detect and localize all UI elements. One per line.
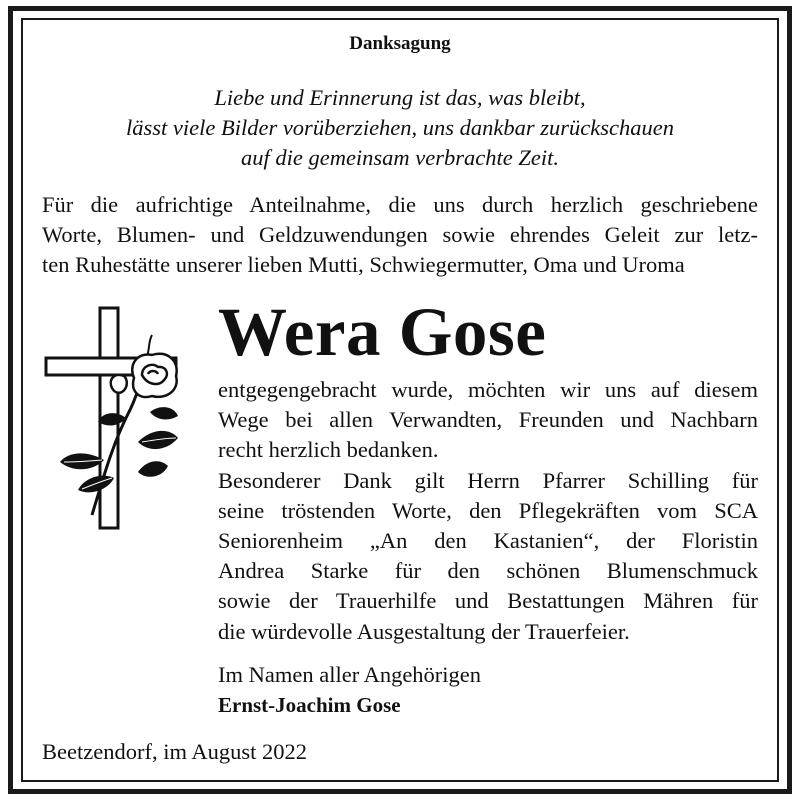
intro-line: Für die aufrichtige Anteilnahme, die uns durch herzlich geschriebene [42,192,758,217]
body-line: sowie der Trauerhilfe und Bestattungen Mähren für [218,588,758,614]
intro-line: Worte, Blumen- und Geldzuwendungen sowie ehrendes Geleit zur letz- [42,222,758,247]
signer-name: Ernst-Joachim Gose [218,693,401,717]
body-line: seine tröstenden Worte, den Pflegekräften vom SCA [218,497,758,523]
motto-verse [0,83,800,173]
body-line: Seniorenheim „An den Kastanien“, der Floristin [218,528,758,554]
intro-line: ten Ruhestätte unserer lieben Mutti, Schwiegermutter, Oma und Uroma [42,252,685,277]
body-line: die würdevolle Ausgestaltung der Trauerfeier. [218,618,630,644]
body-line: entgegengebracht wurde, möchten wir uns auf diesem [218,377,758,402]
body-line: Besonderer Dank gilt Herrn Pfarrer Schilling für [218,467,758,493]
motto-line: Liebe und Erinnerung ist das, was bleibt, [214,85,586,110]
body-line: Andrea Starke für den schönen Blumenschmuck [218,558,758,584]
body-line: Wege bei allen Verwandten, Freunden und Nachbarn [218,407,758,433]
intro-paragraph [42,190,758,280]
motto-line: lässt viele Bilder vorüberziehen, uns dankbar zurückschauen [125,115,675,140]
place-date: Beetzendorf, im August 2022 [42,739,307,764]
heading: Danksagung [349,33,451,54]
motto-line: auf die gemeinsam verbrachte Zeit. [240,145,560,170]
body-line: recht herzlich bedanken. [218,437,439,463]
thanks-paragraph [218,375,758,647]
deceased-name: Wera Gose [218,294,547,370]
greeting-line: Im Namen aller Angehörigen [218,662,482,687]
cross-with-rose-icon [42,300,187,535]
